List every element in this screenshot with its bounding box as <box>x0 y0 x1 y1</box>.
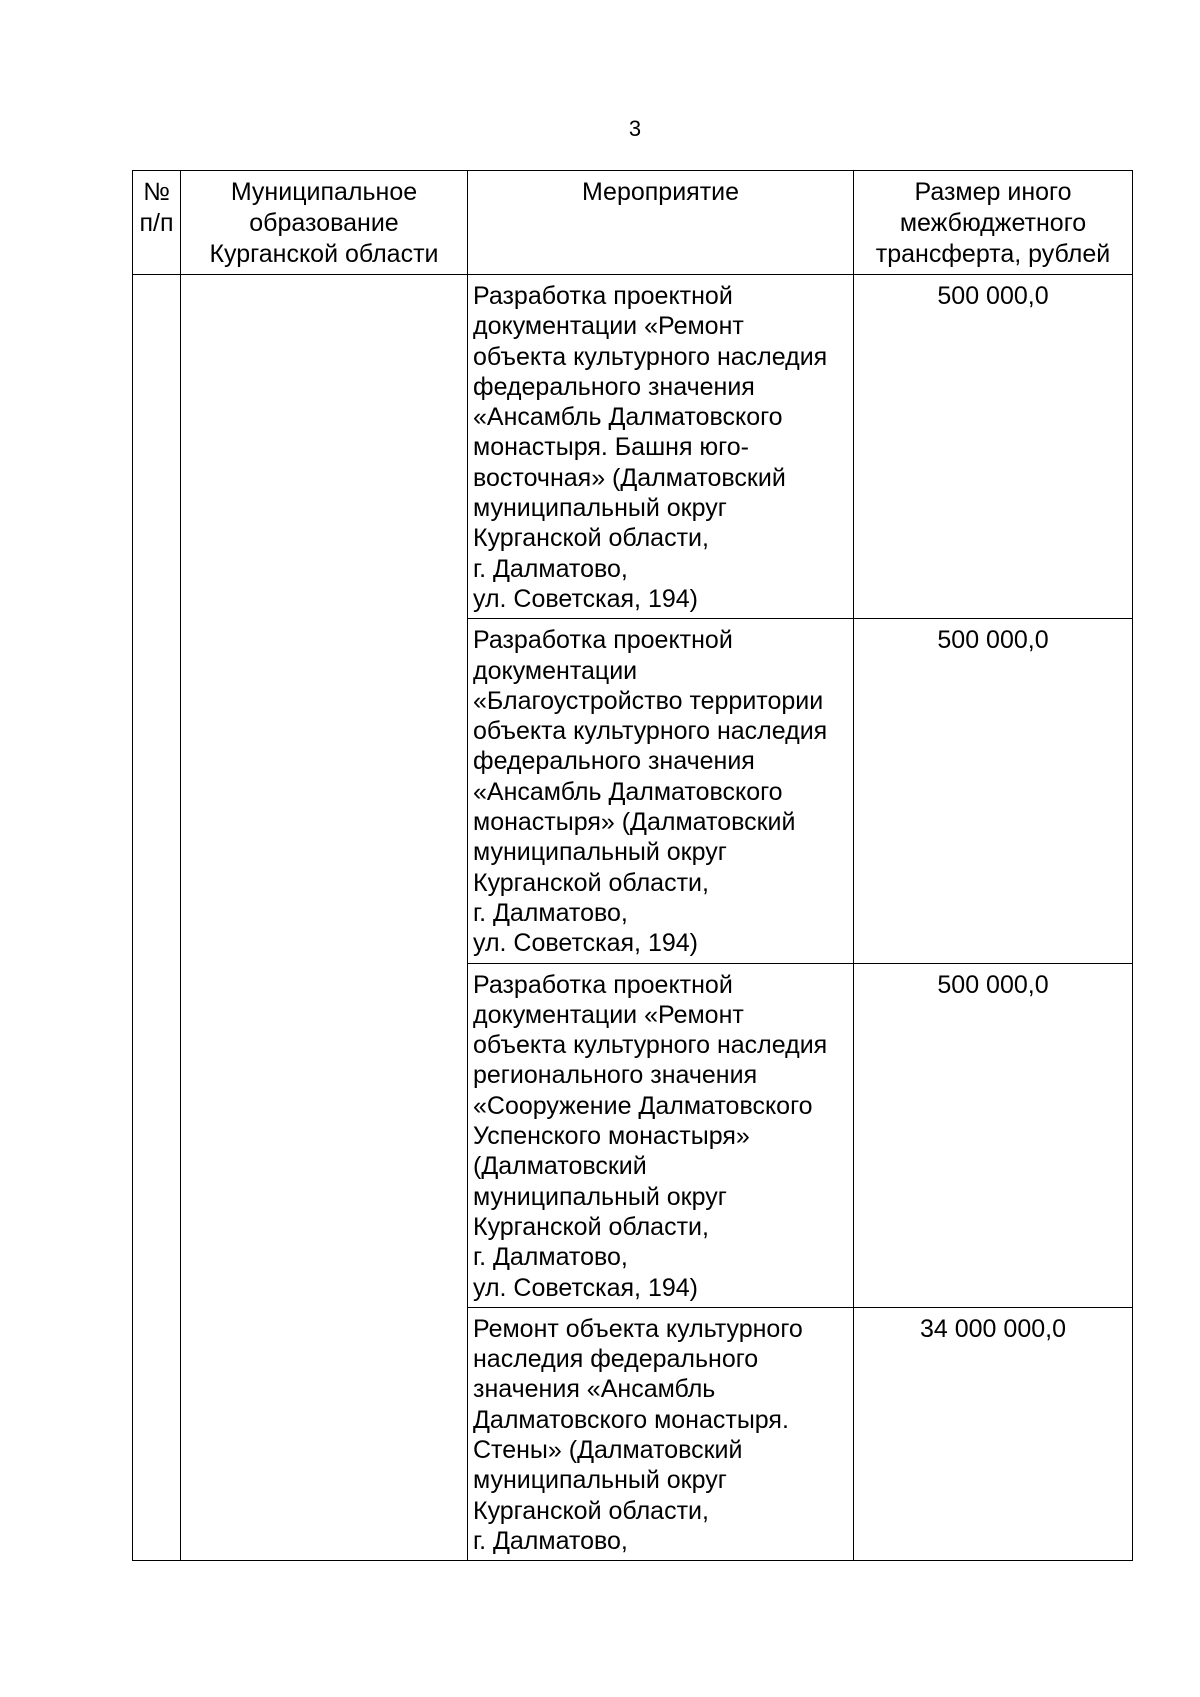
amount-cell: 500 000,0 <box>854 619 1133 963</box>
amount-cell: 500 000,0 <box>854 963 1133 1307</box>
event-cell: Разработка проектной документации «Благоустройство территории объекта культурного наследия федерального значения «Ансамбль Далматовского монастыря» (Далматовский муниципальный округ Курганской области, г. Далматово, ул. Советская, 194) <box>468 619 854 963</box>
header-row <box>133 171 1133 275</box>
table-row <box>133 275 1133 619</box>
header-event: Мероприятие <box>468 171 854 275</box>
event-cell: Разработка проектной документации «Ремонт объекта культурного наследия федерального значения «Ансамбль Далматовского монастыря. Башня юго- восточная» (Далматовский муниципальный округ Курганской области, г. Далматово, ул. Советская, 194) <box>468 275 854 619</box>
event-cell: Ремонт объекта культурного наследия федерального значения «Ансамбль Далматовского монастыря. Стены» (Далматовский муниципальный округ Курганской области, г. Далматово, <box>468 1307 854 1560</box>
amount-cell: 34 000 000,0 <box>854 1307 1133 1560</box>
header-amount: Размер иного межбюджетного трансферта, рублей <box>854 171 1133 275</box>
municipality-cell <box>181 275 468 1561</box>
page-number: 3 <box>628 116 642 141</box>
transfer-table <box>132 170 1133 1561</box>
header-number: № п/п <box>133 171 181 275</box>
number-cell <box>133 275 181 1561</box>
table-body <box>133 275 1133 1561</box>
table-header <box>133 171 1133 275</box>
event-cell: Разработка проектной документации «Ремонт объекта культурного наследия регионального значения «Сооружение Далматовского Успенского монастыря» (Далматовский муниципальный округ Курганской области, г. Далматово, ул. Советская, 194) <box>468 963 854 1307</box>
amount-cell: 500 000,0 <box>854 275 1133 619</box>
header-municipality: Муниципальное образование Курганской области <box>181 171 468 275</box>
